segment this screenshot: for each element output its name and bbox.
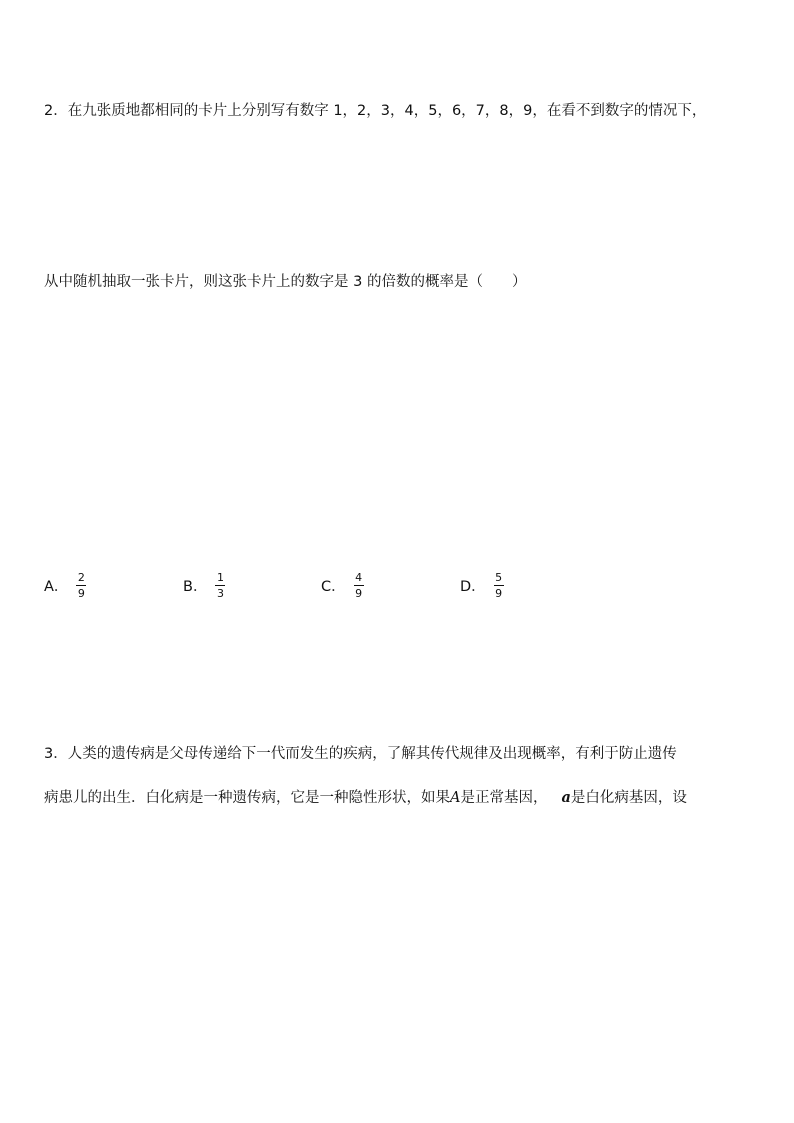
question-3-text-segment-3: 是白化病基因，设 [570, 790, 687, 806]
option-c-denominator: 9 [355, 586, 363, 600]
gene-dominant-symbol: A [450, 790, 461, 806]
fraction-bar [76, 585, 86, 586]
fraction-bar [354, 585, 364, 586]
option-a-denominator: 9 [77, 586, 85, 600]
question-3-text-segment-1: 病患儿的出生．白化病是一种遗传病，它是一种隐性形状，如果 [44, 790, 450, 806]
option-a-numerator: 2 [77, 570, 85, 584]
option-b-numerator: 1 [216, 570, 224, 584]
option-d [460, 565, 504, 605]
question-3-text-line-1: 3．人类的遗传病是父母传递给下一代而发生的疾病，了解其传代规律及出现概率，有利于防止遗传 [44, 746, 677, 762]
gene-recessive-symbol: a [561, 789, 571, 806]
option-c-fraction [354, 571, 364, 600]
question-3-text-line-2 [44, 788, 687, 808]
option-c [321, 565, 364, 605]
fraction-bar [494, 585, 504, 586]
option-b-denominator: 3 [216, 586, 224, 600]
option-a-fraction [76, 571, 86, 600]
option-c-label: C． [321, 578, 346, 595]
question-2-options [44, 565, 604, 605]
question-2-text-line-2: 从中随机抽取一张卡片，则这张卡片上的数字是 3 的倍数的概率是（ ） [44, 274, 527, 290]
option-d-denominator: 9 [495, 586, 503, 600]
option-b-fraction [215, 571, 225, 600]
option-a [44, 565, 86, 605]
fraction-bar [215, 585, 225, 586]
option-a-label: A． [44, 578, 69, 595]
option-d-fraction [494, 571, 504, 600]
option-d-numerator: 5 [495, 570, 503, 584]
option-c-numerator: 4 [355, 570, 363, 584]
question-2-text-line-1: 2．在九张质地都相同的卡片上分别写有数字 1，2，3，4，5，6，7，8，9，在看不到数字的情况下， [44, 103, 707, 119]
option-b [183, 565, 225, 605]
option-b-label: B． [183, 578, 208, 595]
option-d-label: D． [460, 578, 486, 595]
question-3-text-segment-2: 是正常基因， [460, 790, 548, 806]
